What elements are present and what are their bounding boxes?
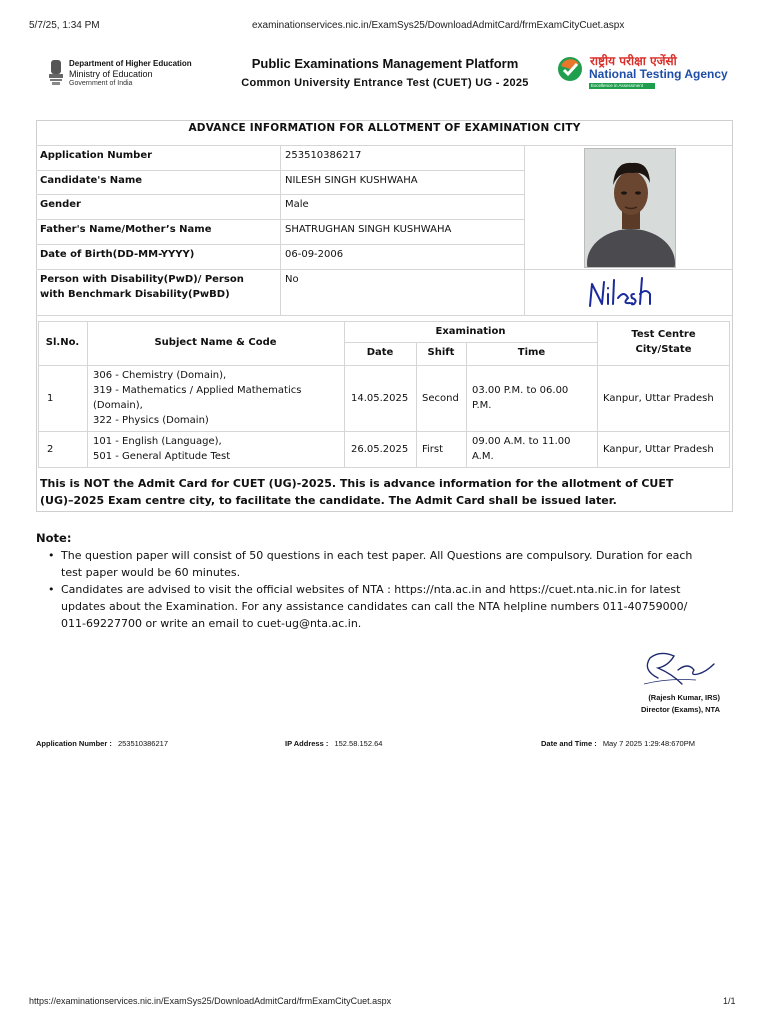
row2-time-line1: 09.00 A.M. to 11.00	[472, 436, 571, 447]
row1-shift: Second	[422, 393, 459, 404]
application-number-value: 253510386217	[285, 150, 362, 161]
parent-name-value: SHATRUGHAN SINGH KUSHWAHA	[285, 224, 452, 235]
person-photo-icon	[585, 149, 676, 268]
divider	[38, 431, 730, 432]
note-2-line3: 011-69227700 or write an email to cuet-ug@nta.ac.in.	[61, 617, 362, 630]
dept-name: Department of Higher Education	[69, 59, 192, 68]
row2-slno: 2	[47, 444, 54, 455]
gender-value: Male	[285, 199, 309, 210]
national-emblem-icon	[48, 58, 64, 88]
footer-app-value: 253510386217	[117, 739, 168, 748]
application-number-label: Application Number	[40, 150, 153, 161]
candidate-signature	[584, 272, 676, 312]
divider	[344, 321, 345, 468]
director-signature	[638, 648, 720, 690]
header-date: Date	[366, 347, 394, 358]
pwd-label-line1: Person with Disability(PwD)/ Person	[40, 274, 244, 285]
pwd-label-line2: with Benchmark Disability(PwBD)	[40, 289, 230, 300]
divider	[416, 342, 417, 468]
bullet-icon: •	[48, 583, 55, 596]
nta-tagline: Excellence in Assessment	[591, 83, 644, 88]
row2-shift: First	[422, 444, 444, 455]
divider	[36, 315, 733, 316]
divider	[38, 365, 730, 366]
note-2-line2: updates about the Examination. For any assistance candidates can call the NTA helpline numbers 011-40759000/	[61, 600, 688, 613]
director-name: (Rajesh Kumar, IRS)	[648, 693, 720, 702]
nta-logo-icon	[557, 56, 583, 82]
divider	[280, 145, 281, 315]
candidate-name-value: NILESH SINGH KUSHWAHA	[285, 175, 418, 186]
row1-slno: 1	[47, 393, 54, 404]
note-1-line1: The question paper will consist of 50 questions in each test paper. All Questions are compulsory. Duration for each	[61, 549, 693, 562]
footer-ip-label: IP Address :	[285, 739, 329, 748]
row1-subject-4: 322 - Physics (Domain)	[93, 415, 209, 426]
platform-title: Public Examinations Management Platform	[251, 56, 519, 71]
notice-line1: This is NOT the Admit Card for CUET (UG)-2025. This is advance information for the allotment of CUET	[40, 477, 674, 490]
row1-date: 14.05.2025	[351, 393, 409, 404]
row2-time-line2: A.M.	[472, 451, 494, 462]
header-subject: Subject Name & Code	[154, 337, 277, 348]
note-2-line1: Candidates are advised to visit the official websites of NTA : https://nta.ac.in and https://cuet.nta.nic.in for latest	[61, 583, 681, 596]
divider	[344, 342, 597, 343]
notice-line2: (UG)–2025 Exam centre city, to facilitate the candidate. The Admit Card shall be issued later.	[40, 494, 617, 507]
row1-time-line2: P.M.	[472, 400, 492, 411]
footer-ip-address	[285, 739, 382, 748]
header-slno: Sl.No.	[45, 337, 80, 348]
govt-name: Government of India	[69, 80, 133, 87]
footer-application-number	[36, 739, 168, 748]
header-time: Time	[517, 347, 546, 358]
row2-centre: Kanpur, Uttar Pradesh	[603, 444, 714, 455]
gender-label: Gender	[40, 199, 81, 210]
candidate-photo	[584, 148, 676, 268]
ministry-name: Ministry of Education	[69, 69, 153, 79]
director-title: Director (Exams), NTA	[640, 705, 720, 714]
row1-subject-1: 306 - Chemistry (Domain),	[93, 370, 227, 381]
exam-title: Common University Entrance Test (CUET) UG - 2025	[241, 77, 529, 89]
divider	[36, 145, 733, 146]
bullet-icon: •	[48, 549, 55, 562]
footer-app-label: Application Number :	[36, 739, 112, 748]
divider	[466, 342, 467, 468]
dob-value: 06-09-2006	[285, 249, 344, 260]
print-datetime: 5/7/25, 1:34 PM	[29, 20, 100, 31]
not-admit-card-notice	[40, 475, 730, 509]
print-url-bottom: https://examinationservices.nic.in/ExamSys25/DownloadAdmitCard/frmExamCityCuet.aspx	[29, 996, 392, 1006]
row2-date: 26.05.2025	[351, 444, 409, 455]
row1-subject-2: 319 - Mathematics / Applied Mathematics	[93, 385, 302, 396]
row1-time-line1: 03.00 P.M. to 06.00	[472, 385, 569, 396]
dob-label: Date of Birth(DD-MM-YYYY)	[40, 249, 195, 260]
divider	[524, 145, 525, 315]
note-item-2	[61, 581, 725, 632]
row1-centre: Kanpur, Uttar Pradesh	[603, 393, 714, 404]
header-centre-line1: Test Centre	[631, 329, 696, 340]
print-page-number: 1/1	[723, 996, 736, 1006]
nta-name-english: National Testing Agency	[589, 67, 728, 81]
header-examination: Examination	[435, 326, 506, 337]
candidate-name-label: Candidate's Name	[40, 175, 143, 186]
ministry-block	[69, 59, 192, 89]
footer-dt-label: Date and Time :	[541, 739, 597, 748]
row1-subject-3: (Domain),	[93, 400, 143, 411]
footer-dt-value: May 7 2025 1:29:48:670PM	[602, 739, 695, 748]
parent-name-label: Father's Name/Mother’s Name	[40, 224, 212, 235]
nta-name-hindi: राष्ट्रीय परीक्षा एजेंसी	[590, 54, 677, 68]
header-shift: Shift	[427, 347, 455, 358]
note-item-1	[61, 547, 725, 581]
footer-date-time	[541, 739, 695, 748]
header-centre-line2: City/State	[635, 344, 692, 355]
note-heading: Note:	[36, 531, 72, 545]
row2-subject-1: 101 - English (Language),	[93, 436, 222, 447]
pwd-value: No	[285, 274, 299, 285]
note-1-line2: test paper would be 60 minutes.	[61, 566, 241, 579]
row2-subject-2: 501 - General Aptitude Test	[93, 451, 231, 462]
divider	[36, 269, 733, 270]
print-url-top: examinationservices.nic.in/ExamSys25/DownloadAdmitCard/frmExamCityCuet.aspx	[252, 20, 625, 31]
advance-info-title: ADVANCE INFORMATION FOR ALLOTMENT OF EXAMINATION CITY	[188, 122, 581, 134]
footer-ip-value: 152.58.152.64	[334, 739, 383, 748]
